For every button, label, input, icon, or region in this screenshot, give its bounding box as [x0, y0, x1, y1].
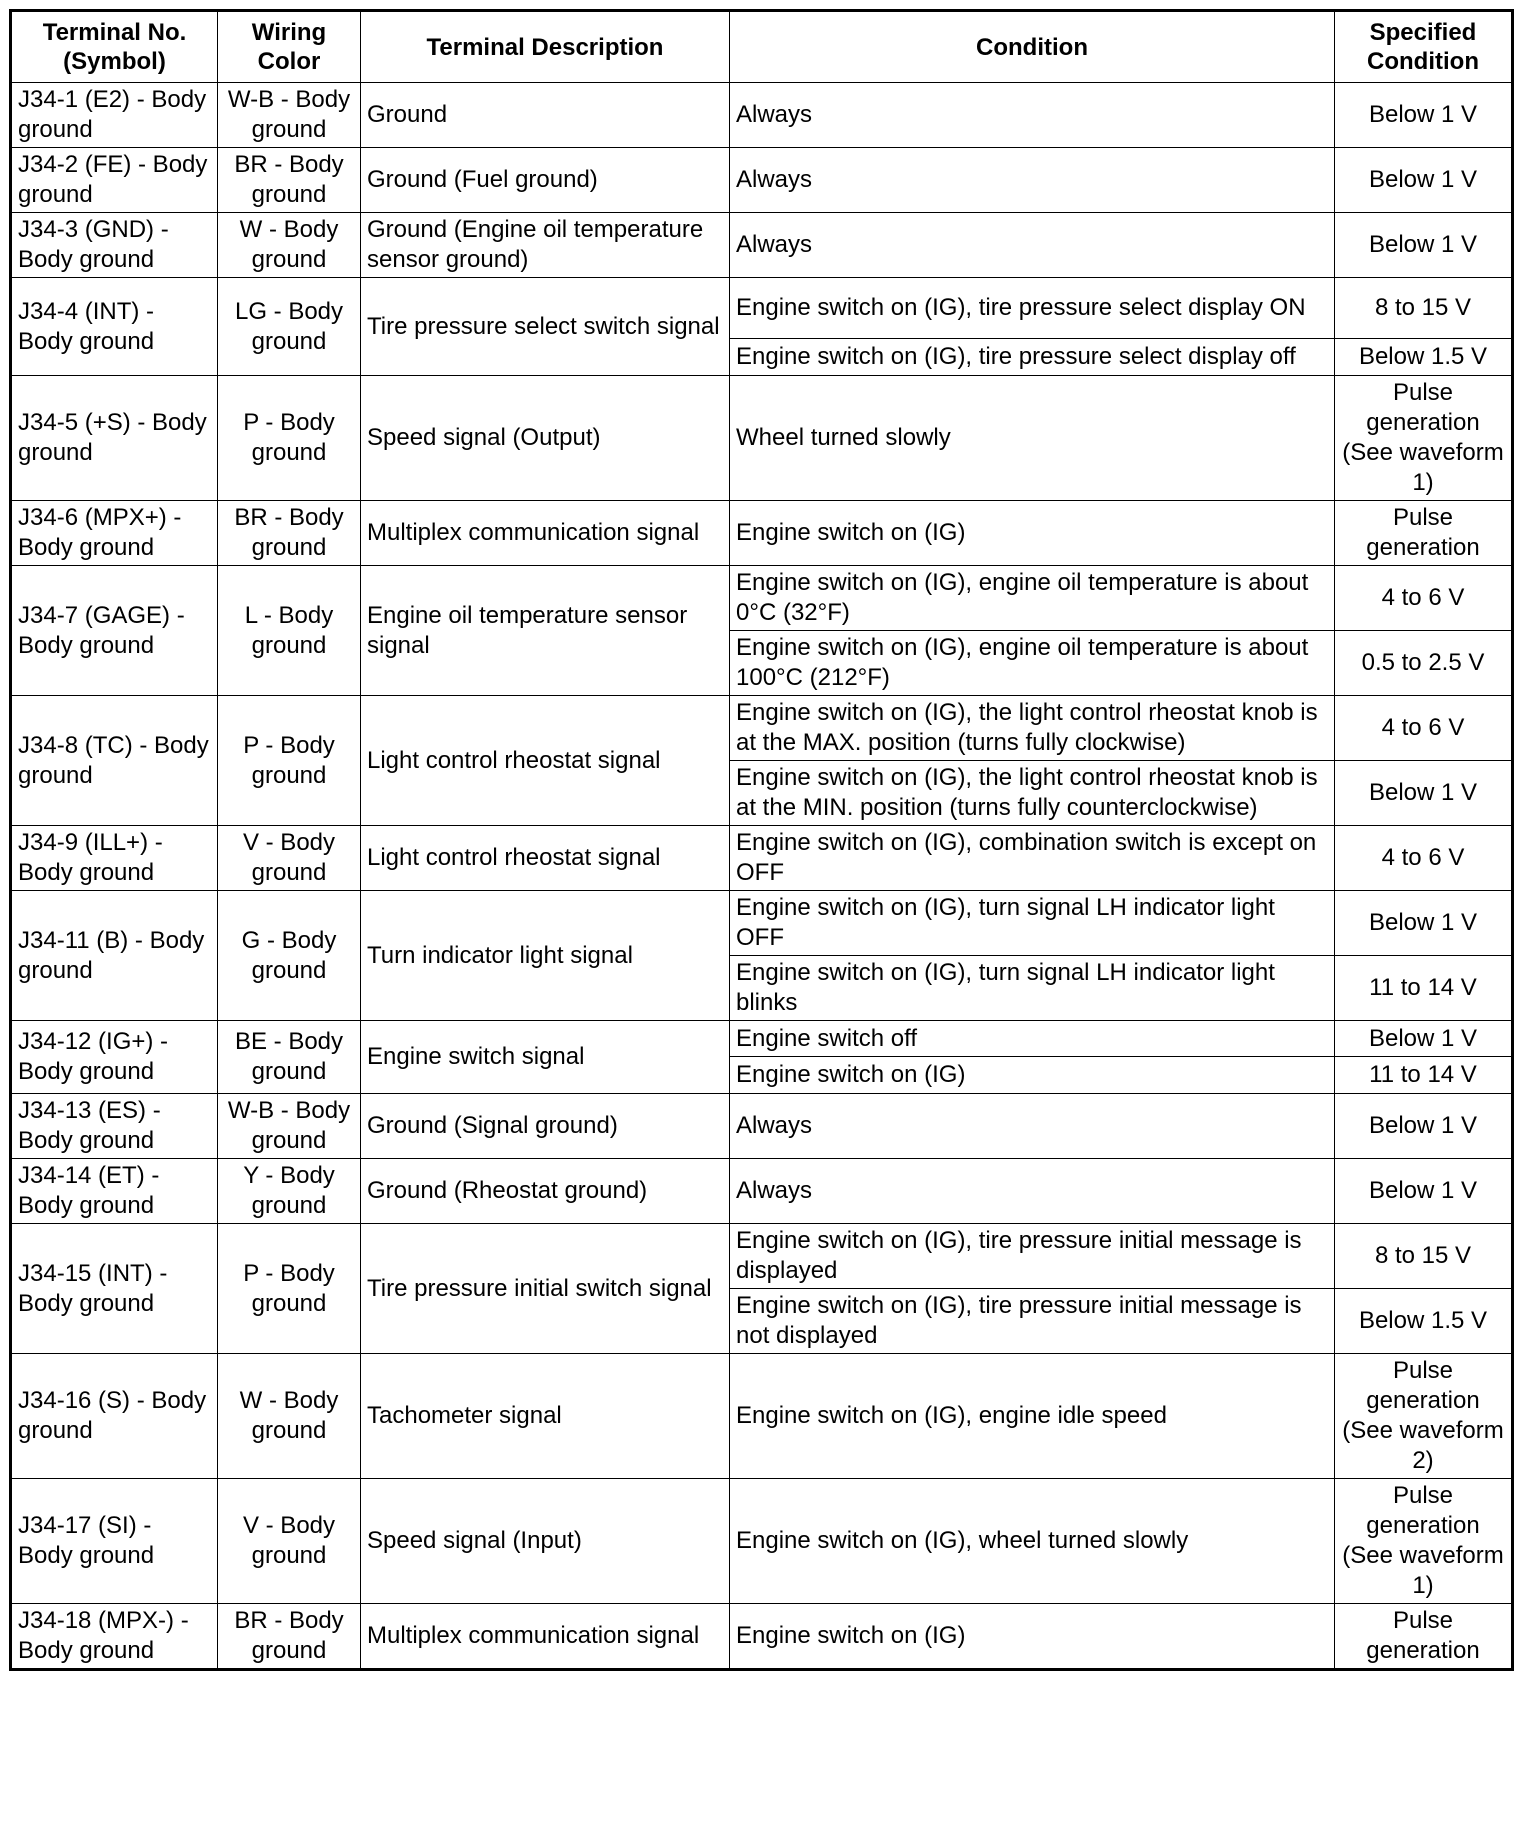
condition-cell: Engine switch on (IG), tire pressure select display off — [730, 339, 1335, 376]
wiring-color-cell: P - Body ground — [218, 376, 361, 501]
terminal-description-cell: Ground — [361, 83, 730, 148]
specified-condition-cell: Below 1 V — [1335, 761, 1513, 826]
terminal-cell: J34-14 (ET) - Body ground — [11, 1159, 218, 1224]
terminal-cell: J34-17 (SI) - Body ground — [11, 1479, 218, 1604]
specified-condition-cell: 8 to 15 V — [1335, 1224, 1513, 1289]
specified-condition-cell: Pulse generation — [1335, 501, 1513, 566]
specified-condition-cell: 11 to 14 V — [1335, 1057, 1513, 1094]
table-row — [11, 1021, 1513, 1057]
condition-cell: Engine switch on (IG), turn signal LH indicator light blinks — [730, 956, 1335, 1021]
specified-condition-cell: 8 to 15 V — [1335, 278, 1513, 339]
condition-cell: Always — [730, 1159, 1335, 1224]
condition-cell: Engine switch on (IG), tire pressure select display ON — [730, 278, 1335, 339]
wiring-color-cell: P - Body ground — [218, 696, 361, 826]
condition-cell: Engine switch off — [730, 1021, 1335, 1057]
terminal-description-cell: Multiplex communication signal — [361, 501, 730, 566]
terminal-cell: J34-16 (S) - Body ground — [11, 1354, 218, 1479]
table-row — [11, 696, 1513, 761]
terminal-description-cell: Ground (Signal ground) — [361, 1094, 730, 1159]
terminal-description-cell: Speed signal (Input) — [361, 1479, 730, 1604]
wiring-color-cell: G - Body ground — [218, 891, 361, 1021]
wiring-color-cell: LG - Body ground — [218, 278, 361, 376]
terminal-cell: J34-4 (INT) - Body ground — [11, 278, 218, 376]
specified-condition-cell: 11 to 14 V — [1335, 956, 1513, 1021]
terminal-description-cell: Light control rheostat signal — [361, 826, 730, 891]
specified-condition-cell: Below 1.5 V — [1335, 339, 1513, 376]
table-row — [11, 1224, 1513, 1289]
condition-cell: Engine switch on (IG) — [730, 501, 1335, 566]
table-row — [11, 83, 1513, 148]
condition-cell: Always — [730, 148, 1335, 213]
condition-cell: Engine switch on (IG), wheel turned slowly — [730, 1479, 1335, 1604]
wiring-color-cell: BE - Body ground — [218, 1021, 361, 1094]
condition-cell: Engine switch on (IG), engine idle speed — [730, 1354, 1335, 1479]
specified-condition-cell: 4 to 6 V — [1335, 566, 1513, 631]
terminal-table-container — [9, 9, 1511, 1671]
terminal-cell: J34-11 (B) - Body ground — [11, 891, 218, 1021]
terminal-description-cell: Tire pressure select switch signal — [361, 278, 730, 376]
wiring-color-cell: L - Body ground — [218, 566, 361, 696]
terminal-description-cell: Speed signal (Output) — [361, 376, 730, 501]
terminal-description-cell: Ground (Fuel ground) — [361, 148, 730, 213]
terminal-description-cell: Multiplex communication signal — [361, 1604, 730, 1670]
specified-condition-cell: Below 1 V — [1335, 1021, 1513, 1057]
wiring-color-cell: BR - Body ground — [218, 501, 361, 566]
header-terminal-description: Terminal Description — [361, 11, 730, 83]
wiring-color-cell: W - Body ground — [218, 213, 361, 278]
specified-condition-cell: 4 to 6 V — [1335, 826, 1513, 891]
table-row — [11, 566, 1513, 631]
terminal-table — [9, 9, 1514, 1671]
specified-condition-cell: Pulse generation — [1335, 1604, 1513, 1670]
condition-cell: Engine switch on (IG), turn signal LH indicator light OFF — [730, 891, 1335, 956]
wiring-color-cell: BR - Body ground — [218, 148, 361, 213]
terminal-description-cell: Light control rheostat signal — [361, 696, 730, 826]
specified-condition-cell: 4 to 6 V — [1335, 696, 1513, 761]
table-row — [11, 1479, 1513, 1604]
table-row — [11, 891, 1513, 956]
specified-condition-cell: Below 1.5 V — [1335, 1289, 1513, 1354]
specified-condition-cell: Below 1 V — [1335, 891, 1513, 956]
table-row — [11, 1604, 1513, 1670]
terminal-description-cell: Ground (Engine oil temperature sensor ground) — [361, 213, 730, 278]
specified-condition-cell: 0.5 to 2.5 V — [1335, 631, 1513, 696]
table-row — [11, 213, 1513, 278]
terminal-cell: J34-6 (MPX+) - Body ground — [11, 501, 218, 566]
header-specified-condition: Specified Condition — [1335, 11, 1513, 83]
terminal-description-cell: Engine switch signal — [361, 1021, 730, 1094]
table-row — [11, 148, 1513, 213]
condition-cell: Engine switch on (IG) — [730, 1604, 1335, 1670]
terminal-cell: J34-18 (MPX-) - Body ground — [11, 1604, 218, 1670]
terminal-cell: J34-12 (IG+) - Body ground — [11, 1021, 218, 1094]
terminal-cell: J34-5 (+S) - Body ground — [11, 376, 218, 501]
terminal-description-cell: Turn indicator light signal — [361, 891, 730, 1021]
condition-cell: Always — [730, 83, 1335, 148]
terminal-cell: J34-13 (ES) - Body ground — [11, 1094, 218, 1159]
wiring-color-cell: W-B - Body ground — [218, 1094, 361, 1159]
table-row — [11, 1354, 1513, 1479]
header-terminal-no: Terminal No. (Symbol) — [11, 11, 218, 83]
condition-cell: Engine switch on (IG) — [730, 1057, 1335, 1094]
wiring-color-cell: W - Body ground — [218, 1354, 361, 1479]
table-row — [11, 1094, 1513, 1159]
terminal-cell: J34-7 (GAGE) - Body ground — [11, 566, 218, 696]
specified-condition-cell: Below 1 V — [1335, 1159, 1513, 1224]
terminal-description-cell: Tachometer signal — [361, 1354, 730, 1479]
table-header-row — [11, 11, 1513, 83]
table-row — [11, 501, 1513, 566]
terminal-cell: J34-2 (FE) - Body ground — [11, 148, 218, 213]
condition-cell: Engine switch on (IG), the light control rheostat knob is at the MIN. position (turns fully counterclockwise) — [730, 761, 1335, 826]
header-condition: Condition — [730, 11, 1335, 83]
wiring-color-cell: V - Body ground — [218, 1479, 361, 1604]
specified-condition-cell: Below 1 V — [1335, 213, 1513, 278]
condition-cell: Wheel turned slowly — [730, 376, 1335, 501]
wiring-color-cell: BR - Body ground — [218, 1604, 361, 1670]
terminal-cell: J34-8 (TC) - Body ground — [11, 696, 218, 826]
table-row — [11, 278, 1513, 339]
terminal-description-cell: Engine oil temperature sensor signal — [361, 566, 730, 696]
terminal-cell: J34-9 (ILL+) - Body ground — [11, 826, 218, 891]
table-row — [11, 1159, 1513, 1224]
wiring-color-cell: P - Body ground — [218, 1224, 361, 1354]
condition-cell: Engine switch on (IG), engine oil temperature is about 100°C (212°F) — [730, 631, 1335, 696]
specified-condition-cell: Below 1 V — [1335, 148, 1513, 213]
terminal-cell: J34-15 (INT) - Body ground — [11, 1224, 218, 1354]
wiring-color-cell: V - Body ground — [218, 826, 361, 891]
condition-cell: Engine switch on (IG), tire pressure initial message is displayed — [730, 1224, 1335, 1289]
specified-condition-cell: Below 1 V — [1335, 83, 1513, 148]
wiring-color-cell: Y - Body ground — [218, 1159, 361, 1224]
condition-cell: Always — [730, 1094, 1335, 1159]
table-body — [11, 83, 1513, 1670]
specified-condition-cell: Pulse generation (See waveform 2) — [1335, 1354, 1513, 1479]
condition-cell: Always — [730, 213, 1335, 278]
specified-condition-cell: Pulse generation (See waveform 1) — [1335, 1479, 1513, 1604]
specified-condition-cell: Below 1 V — [1335, 1094, 1513, 1159]
terminal-description-cell: Tire pressure initial switch signal — [361, 1224, 730, 1354]
condition-cell: Engine switch on (IG), combination switch is except on OFF — [730, 826, 1335, 891]
condition-cell: Engine switch on (IG), engine oil temperature is about 0°C (32°F) — [730, 566, 1335, 631]
condition-cell: Engine switch on (IG), the light control rheostat knob is at the MAX. position (turns fully clockwise) — [730, 696, 1335, 761]
wiring-color-cell: W-B - Body ground — [218, 83, 361, 148]
terminal-cell: J34-1 (E2) - Body ground — [11, 83, 218, 148]
table-row — [11, 826, 1513, 891]
terminal-description-cell: Ground (Rheostat ground) — [361, 1159, 730, 1224]
header-wiring-color: Wiring Color — [218, 11, 361, 83]
table-row — [11, 376, 1513, 501]
condition-cell: Engine switch on (IG), tire pressure initial message is not displayed — [730, 1289, 1335, 1354]
terminal-cell: J34-3 (GND) - Body ground — [11, 213, 218, 278]
specified-condition-cell: Pulse generation (See waveform 1) — [1335, 376, 1513, 501]
